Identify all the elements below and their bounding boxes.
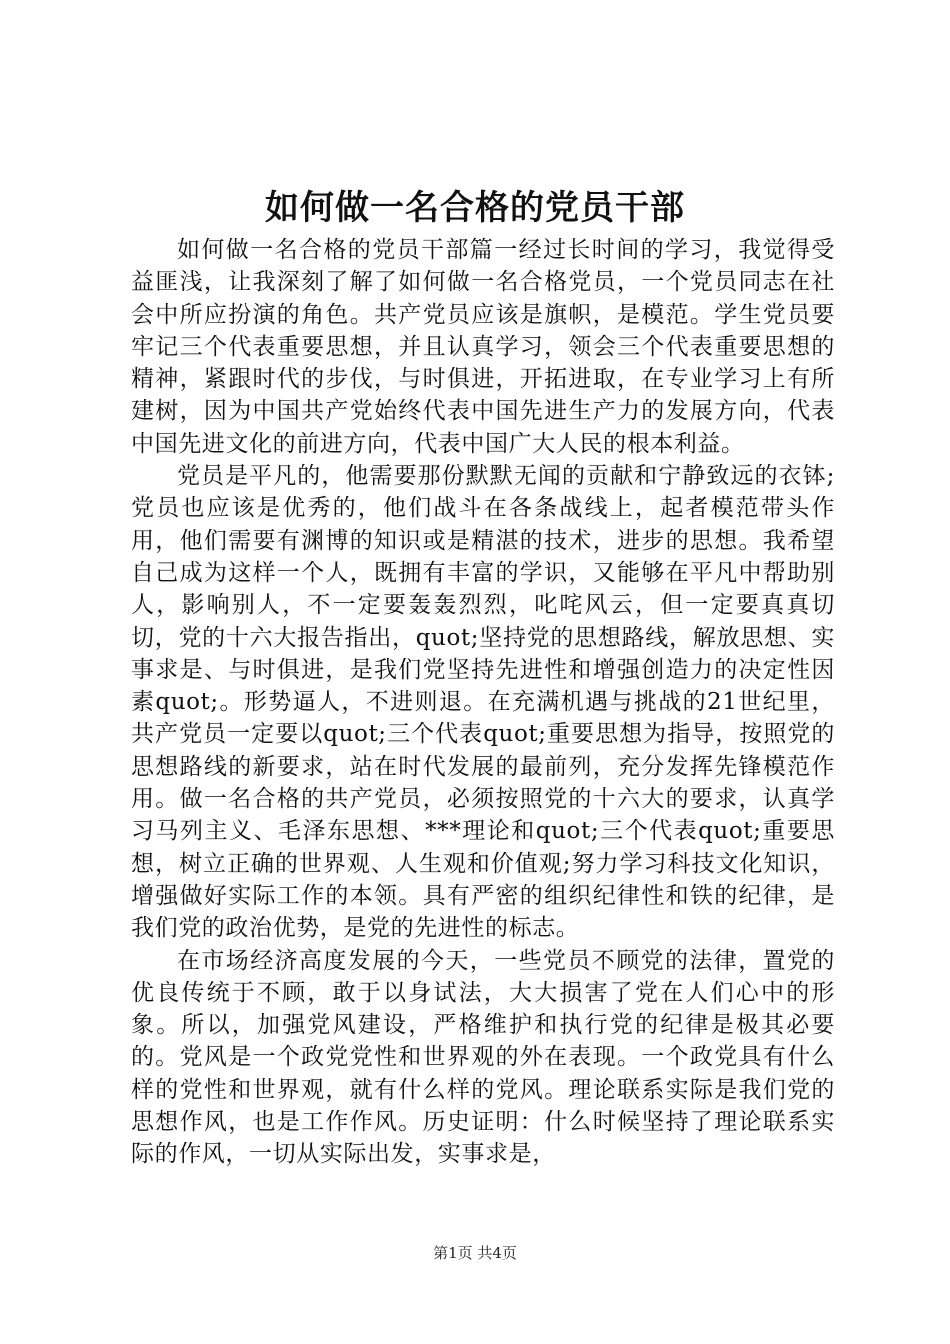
page-number-footer: 第1页 共4页 [433, 1244, 517, 1262]
paragraph-3: 在市场经济高度发展的今天，一些党员不顾党的法律，置党的优良传统于不顾，敢于以身试法，大大损害了党在人们心中的形象。所以，加强党风建设，严格维护和执行党的纪律是极其必要的。党风是一个政党党性和世界观的外在表现。一个政党具有什么样的党性和世界观，就有什么样的党风。理论联系实际是我们党的思想作风，也是工作作风。历史证明：什么时候坚持了理论联系实际的作风，一切从实际出发，实事求是， [131, 947, 835, 1168]
paragraph-1: 如何做一名合格的党员干部篇一经过长时间的学习，我觉得受益匪浅，让我深刻了解了如何做一名合格党员，一个党员同志在社会中所应扮演的角色。共产党员应该是旗帜，是模范。学生党员要牢记三个代表重要思想，并且认真学习，领会三个代表重要思想的精神，紧跟时代的步伐，与时俱进，开拓进取，在专业学习上有所建树，因为中国共产党始终代表中国先进生产力的发展方向，代表中国先进文化的前进方向，代表中国广大人民的根本利益。 [131, 237, 835, 457]
document-body [131, 234, 835, 1171]
paragraph-2: 党员是平凡的，他需要那份默默无闻的贡献和宁静致远的衣钵;党员也应该是优秀的，他们战斗在各条战线上，起者模范带头作用，他们需要有渊博的知识或是精湛的技术，进步的思想。我希望自己成为这样一个人，既拥有丰富的学识，又能够在平凡中帮助别人，影响别人，不一定要轰轰烈烈，叱咤风云，但一定要真真切切，党的十六大报告指出，quot;坚持党的思想路线，解放思想、实事求是、与时俱进，是我们党坚持先进性和增强创造力的决定性因素quot;。形势逼人，不进则退。在充满机遇与挑战的21世纪里，共产党员一定要以quot;三个代表quot;重要思想为指导，按照党的思想路线的新要求，站在时代发展的最前列，充分发挥先锋模范作用。做一名合格的共产党员，必须按照党的十六大的要求，认真学习马列主义、毛泽东思想、***理论和quot;三个代表quot;重要思想，树立正确的世界观、人生观和价值观;努力学习科技文化知识，增强做好实际工作的本领。具有严密的组织纪律性和铁的纪律，是我们党的政治优势，是党的先进性的标志。 [131, 463, 835, 942]
document-title: 如何做一名合格的党员干部 [265, 188, 685, 228]
